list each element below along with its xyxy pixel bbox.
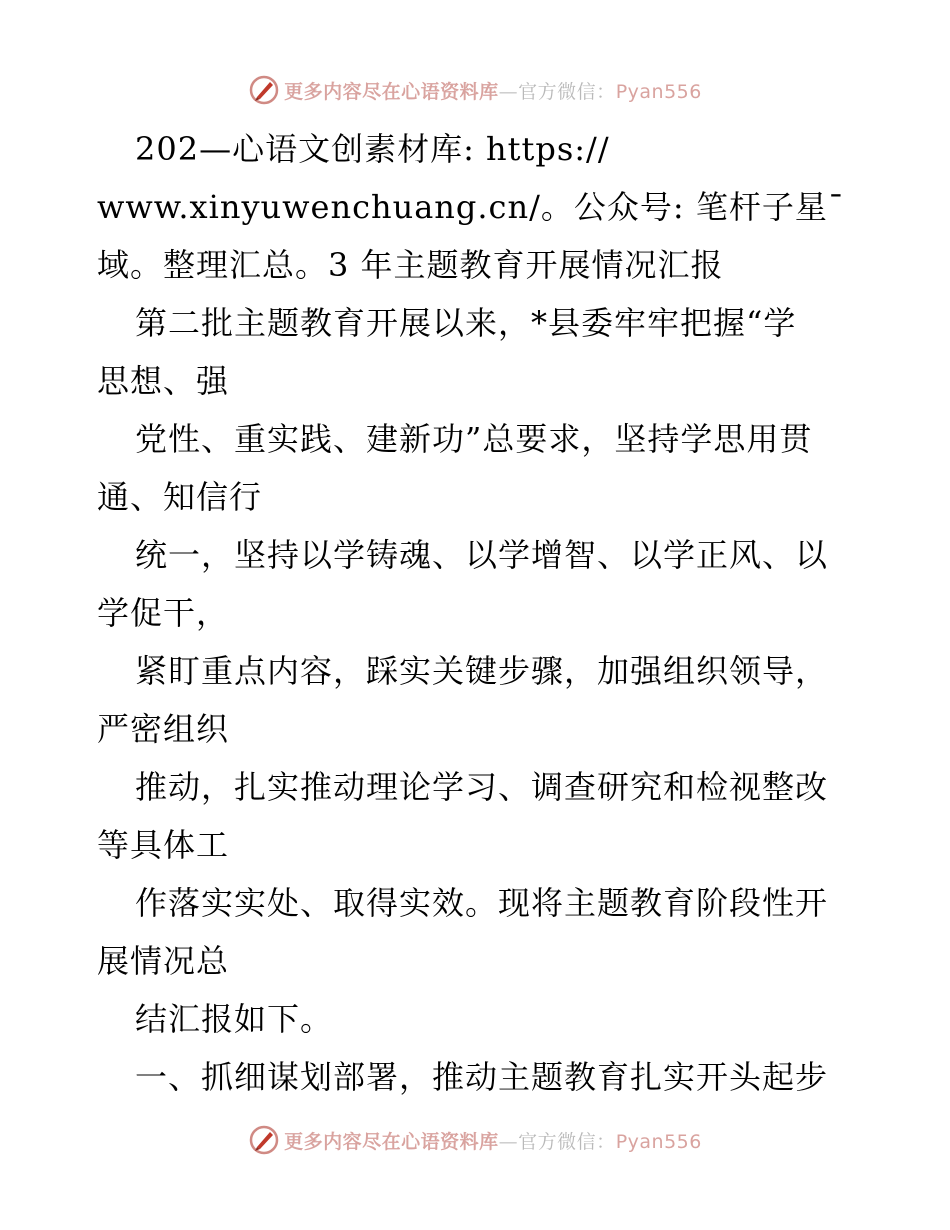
watermark-separator: — [498, 80, 519, 103]
watermark-main-text: 更多内容尽在心语资料库 [284, 80, 499, 103]
quill-pen-logo-icon [248, 1124, 280, 1156]
doc-line: 党性、重实践、建新功”总要求，坚持学思用贯 [135, 420, 813, 458]
doc-line: 统一，坚持以学铸魂、以学增智、以学正风、以 [135, 536, 829, 574]
doc-line: 紧盯重点内容，踩实关键步骤，加强组织领导， [135, 652, 829, 690]
watermark-account: Pyan556 [615, 1130, 702, 1153]
doc-line: 域。整理汇总。3 年主题教育开展情况汇报 [97, 246, 724, 284]
doc-line: 结汇报如下。 [135, 1000, 334, 1038]
doc-line: 等具体工 [97, 826, 230, 864]
watermark-side-text: 官方微信： [518, 80, 616, 103]
doc-line: 第二批主题教育开展以来，*县委牢牢把握“学 [135, 304, 797, 342]
header-watermark [0, 70, 950, 110]
doc-line: www.xinyuwenchuang.cn/。公众号: 笔杆子星¯ [97, 188, 845, 226]
doc-line: 推动，扎实推动理论学习、调查研究和检视整改 [135, 768, 829, 806]
doc-line: 一、抓细谋划部署，推动主题教育扎实开头起步 [135, 1058, 829, 1096]
watermark-account: Pyan556 [615, 80, 702, 103]
watermark-text [284, 1127, 702, 1154]
watermark-side-text: 官方微信： [518, 1130, 616, 1153]
doc-line: 作落实实处、取得实效。现将主题教育阶段性开 [135, 884, 829, 922]
doc-line: 学促干， [97, 594, 230, 632]
doc-line: 202—心语文创素材库: https:// [135, 130, 610, 168]
doc-line: 严密组织 [97, 710, 230, 748]
watermark-text [284, 77, 702, 104]
doc-line: 通、知信行 [97, 478, 263, 516]
footer-watermark [0, 1120, 950, 1160]
watermark-main-text: 更多内容尽在心语资料库 [284, 1130, 499, 1153]
doc-line: 思想、强 [97, 362, 230, 400]
watermark-separator: — [498, 1130, 519, 1153]
quill-pen-logo-icon [248, 74, 280, 106]
doc-line: 展情况总 [97, 942, 230, 980]
document-body [97, 120, 857, 1106]
